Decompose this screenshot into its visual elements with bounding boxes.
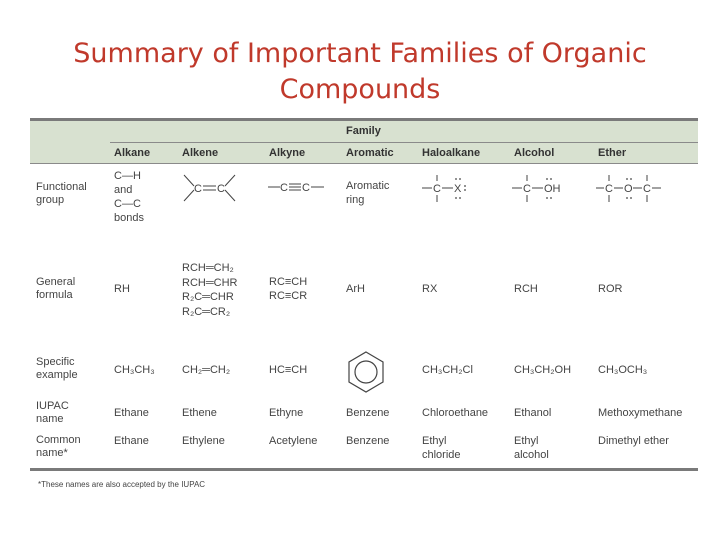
cell-alkyne-specific-example: HC≡CH bbox=[269, 364, 308, 376]
svg-text:C: C bbox=[194, 183, 202, 195]
svg-text:C: C bbox=[643, 183, 651, 195]
column-header-aromatic: Aromatic bbox=[346, 147, 394, 159]
cell-alkane-common-name: Ethane bbox=[114, 435, 149, 447]
svg-text:C: C bbox=[605, 183, 613, 195]
cell-aromatic-functional-group: Aromatic ring bbox=[346, 180, 390, 206]
column-header-row bbox=[30, 143, 698, 164]
row-label-functional-group: Functional group bbox=[36, 181, 87, 206]
family-label: Family bbox=[346, 125, 381, 137]
cell-alkene-iupac-name: Ethene bbox=[182, 407, 217, 419]
column-header-haloalkane: Haloalkane bbox=[422, 147, 481, 159]
cell-aromatic-common-name: Benzene bbox=[346, 435, 390, 447]
families-table bbox=[30, 118, 698, 471]
cell-haloalkane-common-name: Ethyl chloride bbox=[422, 435, 461, 461]
column-header-alkane: Alkane bbox=[114, 147, 151, 159]
table-footnote: *These names are also accepted by the IUPAC bbox=[38, 480, 206, 489]
cell-haloalkane-iupac-name: Chloroethane bbox=[422, 407, 489, 419]
cell-alkene-common-name: Ethylene bbox=[182, 435, 225, 447]
cell-alkane-functional-group: C—H and C—C bonds bbox=[114, 170, 144, 224]
column-header-alcohol: Alcohol bbox=[514, 147, 555, 159]
cell-aromatic-iupac-name: Benzene bbox=[346, 407, 390, 419]
alkyne-functional-group-structure bbox=[268, 179, 330, 195]
slide-title: Summary of Important Families of Organic Compounds bbox=[73, 38, 647, 105]
table-row-general-formula bbox=[30, 261, 698, 329]
benzene-ring-structure bbox=[343, 349, 389, 395]
cell-alkane-specific-example: CH₃CH₃ bbox=[114, 364, 155, 376]
cell-ether-common-name: Dimethyl ether bbox=[598, 435, 669, 447]
cell-alkyne-general-formula: RC≡CH RC≡CR bbox=[269, 276, 308, 302]
row-label-common-name: Common name* bbox=[36, 434, 81, 459]
svg-text:C: C bbox=[433, 183, 441, 195]
row-label-specific-example: Specific example bbox=[36, 356, 78, 381]
cell-alkane-general-formula: RH bbox=[114, 283, 130, 295]
column-header-ether: Ether bbox=[598, 147, 627, 159]
cell-alcohol-iupac-name: Ethanol bbox=[514, 407, 552, 419]
cell-haloalkane-general-formula: RX bbox=[422, 283, 438, 295]
svg-text:C: C bbox=[302, 182, 310, 194]
cell-haloalkane-specific-example: CH₃CH₂Cl bbox=[422, 364, 473, 376]
cell-alkene-specific-example: CH₂═CH₂ bbox=[182, 364, 231, 376]
cell-alcohol-specific-example: CH₃CH₂OH bbox=[514, 364, 572, 376]
row-label-iupac-name: IUPAC name bbox=[36, 400, 69, 425]
svg-text:C: C bbox=[217, 183, 225, 195]
cell-alkyne-common-name: Acetylene bbox=[269, 435, 318, 447]
column-header-alkene: Alkene bbox=[182, 147, 219, 159]
cell-alcohol-common-name: Ethyl alcohol bbox=[514, 435, 549, 461]
haloalkane-functional-group-structure bbox=[422, 171, 478, 205]
svg-text:O: O bbox=[624, 183, 633, 195]
bottom-rule bbox=[30, 468, 698, 471]
table-row-functional-group bbox=[30, 169, 698, 239]
svg-text:X: X bbox=[454, 183, 462, 195]
svg-text:C: C bbox=[523, 183, 531, 195]
cell-alkene-general-formula: RCH═CH₂ RCH═CHR R₂C═CHR R₂C═CR₂ bbox=[182, 262, 238, 318]
row-label-general-formula: General formula bbox=[36, 276, 76, 301]
column-header-alkyne: Alkyne bbox=[269, 147, 306, 159]
alkene-functional-group-structure bbox=[180, 171, 240, 205]
cell-ether-specific-example: CH₃OCH₃ bbox=[598, 364, 648, 376]
svg-text:C: C bbox=[280, 182, 288, 194]
table-row-iupac-name bbox=[30, 400, 698, 430]
cell-ether-general-formula: ROR bbox=[598, 283, 623, 295]
svg-text:OH: OH bbox=[544, 183, 561, 195]
cell-alcohol-general-formula: RCH bbox=[514, 283, 538, 295]
ether-functional-group-structure bbox=[596, 171, 668, 205]
alcohol-functional-group-structure bbox=[512, 171, 572, 205]
cell-aromatic-general-formula: ArH bbox=[346, 283, 365, 295]
table-row-common-name bbox=[30, 434, 698, 464]
table-row-specific-example bbox=[30, 349, 698, 393]
cell-alkane-iupac-name: Ethane bbox=[114, 407, 149, 419]
cell-ether-iupac-name: Methoxymethane bbox=[598, 407, 683, 419]
cell-alkyne-iupac-name: Ethyne bbox=[269, 407, 304, 419]
table-body bbox=[30, 164, 698, 464]
family-header bbox=[30, 121, 698, 143]
